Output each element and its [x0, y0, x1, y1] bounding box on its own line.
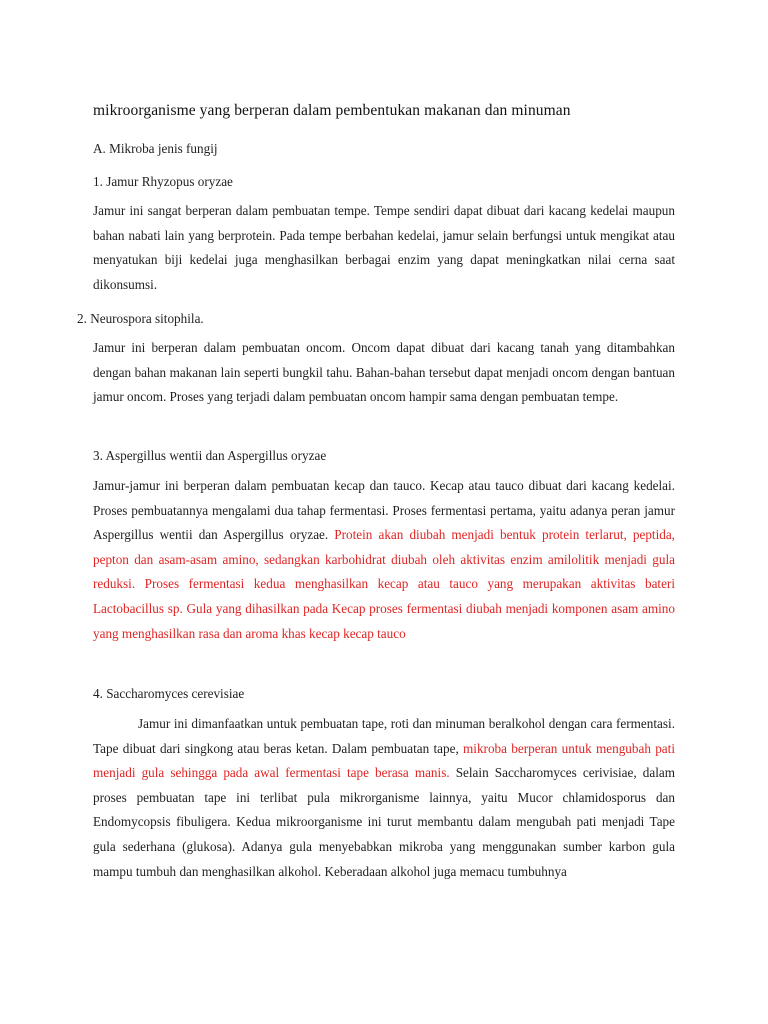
item-3-heading: 3. Aspergillus wentii dan Aspergillus oryzae: [93, 448, 327, 463]
item-4-text-2: Selain Saccharomyces cerivisiae, dalam proses pembuatan tape ini terlibat pula mikrorganisme lainnya, yaitu Mucor chlamidosporus dan Endomycopsis fibuligera. Kedua mikroorganisme ini turut membantu dalam mengubah pati menjadi Tape gula sederhana (glukosa). Adanya gula menyebabkan mikroba yang menggunakan sumber karbon gula mampu tumbuh dan menghasilkan alkohol. Keberadaan alkohol juga memacu tumbuhnya: [93, 765, 675, 879]
item-1-heading: 1. Jamur Rhyzopus oryzae: [93, 174, 233, 189]
page-title: mikroorganisme yang berperan dalam pembentukan makanan dan minuman: [93, 102, 571, 119]
item-2-heading: 2. Neurospora sitophila.: [77, 311, 204, 326]
item-4-highlight: mikroba berperan untuk mengubah pati menjadi gula sehingga pada awal fermentasi tape berasa manis.: [93, 740, 675, 781]
item-3-paragraph: [93, 474, 675, 646]
item-3-highlight: Protein akan diubah menjadi bentuk protein terlarut, peptida, pepton dan asam-asam amino, sedangkan karbohidrat diubah oleh aktivitas enzim amilolitik menjadi gula reduksi. Proses fermentasi kedua menghasilkan kecap atau tauco yang merupakan aktivitas bateri Lactobacillus sp. Gula yang dihasilkan pada Kecap proses fermentasi diubah menjadi komponen asam amino yang menghasilkan rasa dan aroma khas kecap kecap tauco: [93, 527, 675, 641]
section-a-heading: A. Mikroba jenis fungij: [93, 141, 218, 156]
item-4-text-1: Jamur ini dimanfaatkan untuk pembuatan tape, roti dan minuman beralkohol dengan cara fermentasi. Tape dibuat dari singkong atau beras ketan. Dalam pembuatan tape,: [93, 716, 675, 756]
item-4-paragraph: [93, 712, 675, 884]
item-2-paragraph: Jamur ini berperan dalam pembuatan oncom. Oncom dapat dibuat dari kacang tanah yang ditambahkan dengan bahan makanan lain seperti bungkil tahu. Bahan-bahan tersebut dapat menjadi oncom dengan bantuan jamur oncom. Proses yang terjadi dalam pembuatan oncom hampir sama dengan pembuatan tempe.: [93, 340, 675, 405]
item-3-text: Jamur-jamur ini berperan dalam pembuatan kecap dan tauco. Kecap atau tauco dibuat dari kacang kedelai. Proses pembuatannya mengalami dua tahap fermentasi. Proses fermentasi pertama, yaitu adanya peran jamur Aspergillus wentii dan Aspergillus oryzae.: [93, 478, 675, 543]
item-4-heading: 4. Saccharomyces cerevisiae: [93, 686, 245, 701]
item-1-paragraph: Jamur ini sangat berperan dalam pembuatan tempe. Tempe sendiri dapat dibuat dari kacang kedelai maupun bahan nabati lain yang berprotein. Pada tempe berbahan kedelai, jamur selain berfungsi untuk mengikat atau menyatukan biji kedelai juga menghasilkan berbagai enzim yang dapat meningkatkan nilai cerna saat dikonsumsi.: [93, 203, 675, 292]
